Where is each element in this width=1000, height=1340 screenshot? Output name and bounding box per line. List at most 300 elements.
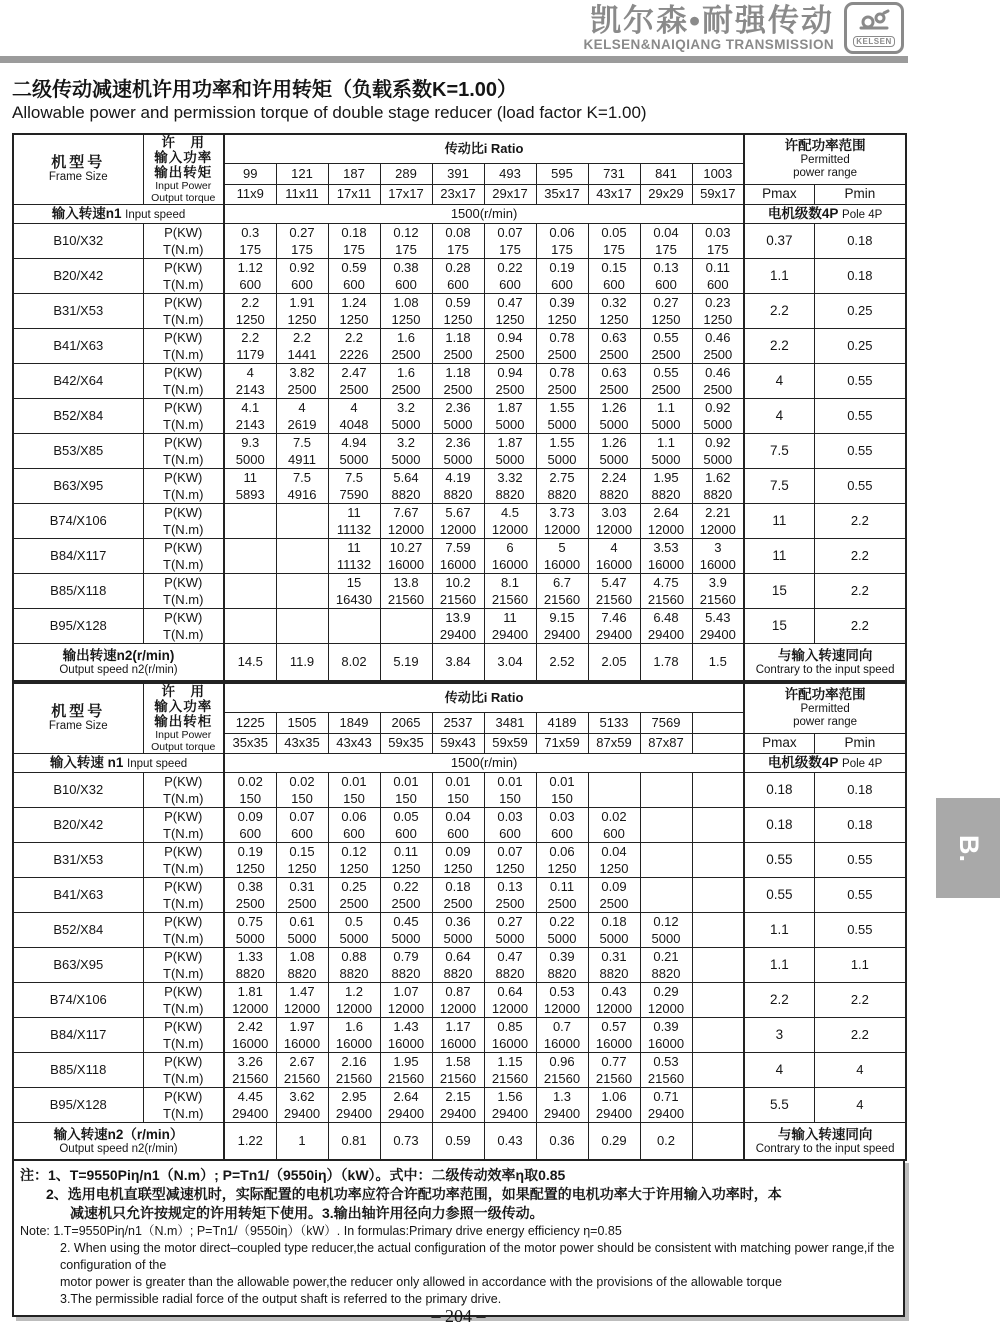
input-speed-label: 输入转速 n1 Input speed — [13, 754, 224, 773]
power-torque-cell: 0.92 600 — [276, 259, 328, 294]
note-line: 3.The permissible radial force of the output shaft is referred to the primary drive. — [60, 1292, 502, 1306]
power-torque-cell: 0.06 175 — [536, 224, 588, 259]
power-torque-cell — [692, 773, 744, 808]
power-torque-cell: 1.1 5000 — [640, 434, 692, 469]
brand-name-cn: 凯尔森•耐强传动 — [590, 2, 834, 38]
power-torque-cell: 0.15 1250 — [276, 843, 328, 878]
ratio-combo: 23x17 — [432, 184, 484, 204]
power-torque-cell: 7.5 4916 — [276, 469, 328, 504]
ratio-value: 731 — [588, 164, 640, 184]
power-torque-cell: 0.04 1250 — [588, 843, 640, 878]
power-torque-cell: 0.46 2500 — [692, 329, 744, 364]
pt-label-cell: P(KW) T(N.m) — [143, 329, 224, 364]
pmax-cell: 0.18 — [744, 773, 814, 808]
pmin-cell: 4 — [814, 1088, 906, 1123]
power-torque-cell: 1.58 21560 — [432, 1053, 484, 1088]
pmax-cell: 0.37 — [744, 224, 814, 259]
power-torque-cell — [328, 609, 380, 644]
power-torque-cell: 0.59 1250 — [432, 294, 484, 329]
power-torque-cell: 6 16000 — [484, 539, 536, 574]
power-torque-cell: 0.28 600 — [432, 259, 484, 294]
ratio-value: 841 — [640, 164, 692, 184]
power-torque-cell: 0.22 5000 — [536, 913, 588, 948]
power-torque-cell — [640, 878, 692, 913]
notes-box — [12, 1159, 905, 1317]
power-torque-cell: 1.81 12000 — [224, 983, 276, 1018]
frame-size-cell: B42/X64 — [13, 364, 143, 399]
power-torque-cell: 1.15 21560 — [484, 1053, 536, 1088]
pt-label-cell: P(KW) T(N.m) — [143, 504, 224, 539]
power-torque-cell: 1.08 8820 — [276, 948, 328, 983]
output-speed-value: 0.36 — [536, 1123, 588, 1161]
power-torque-cell: 0.88 8820 — [328, 948, 380, 983]
power-torque-cell: 1.55 5000 — [536, 399, 588, 434]
pt-label-cell: P(KW) T(N.m) — [143, 609, 224, 644]
pmax-cell: 2.2 — [744, 983, 814, 1018]
power-torque-cell: 2.2 1441 — [276, 329, 328, 364]
pmin-cell: 2.2 — [814, 609, 906, 644]
power-torque-cell: 0.46 2500 — [692, 364, 744, 399]
pt-label-cell: P(KW) T(N.m) — [143, 364, 224, 399]
power-torque-cell: 0.09 1250 — [432, 843, 484, 878]
power-torque-cell: 3.03 12000 — [588, 504, 640, 539]
pmax-cell: 4 — [744, 1053, 814, 1088]
pmax-cell: 4 — [744, 399, 814, 434]
title-block — [12, 78, 905, 124]
pmin-cell: 0.55 — [814, 843, 906, 878]
output-speed-value: 5.19 — [380, 644, 432, 682]
power-torque-cell: 7.46 29400 — [588, 609, 640, 644]
ratio-combo: 59x43 — [432, 733, 484, 753]
power-torque-cell: 0.38 2500 — [224, 878, 276, 913]
power-torque-cell: 1.24 1250 — [328, 294, 380, 329]
power-torque-cell: 2.16 21560 — [328, 1053, 380, 1088]
pt-label-cell: P(KW) T(N.m) — [143, 434, 224, 469]
pmax-header: Pmax — [744, 184, 814, 204]
power-torque-cell: 2.64 12000 — [640, 504, 692, 539]
power-torque-cell: 11 11132 — [328, 504, 380, 539]
input-speed-label: 输入转速n1 Input speed — [13, 205, 224, 224]
pmax-cell: 0.18 — [744, 808, 814, 843]
power-torque-cell: 0.36 5000 — [432, 913, 484, 948]
pmin-cell: 0.25 — [814, 294, 906, 329]
note-line: 减速机只允许按规定的许用转矩下使用。3.输出轴许用径向力参照一级传动。 — [70, 1205, 544, 1221]
page-number: – 204 – — [431, 1306, 486, 1326]
power-torque-cell: 0.57 16000 — [588, 1018, 640, 1053]
ratio-value: 2065 — [380, 713, 432, 733]
power-torque-cell: 1.26 5000 — [588, 399, 640, 434]
ratio-header: 传动比i Ratio — [224, 683, 744, 713]
output-speed-value: 14.5 — [224, 644, 276, 682]
pmax-cell: 3 — [744, 1018, 814, 1053]
power-torque-cell — [588, 773, 640, 808]
power-torque-header: 许 用 输入功率 输出转矩 Input Power Output torque — [143, 134, 224, 205]
power-torque-cell — [276, 539, 328, 574]
pt-label-cell: P(KW) T(N.m) — [143, 843, 224, 878]
power-torque-cell: 0.11 2500 — [536, 878, 588, 913]
power-torque-cell: 0.01 150 — [484, 773, 536, 808]
power-torque-cell: 5.43 29400 — [692, 609, 744, 644]
pmin-cell: 4 — [814, 1053, 906, 1088]
pmax-cell: 7.5 — [744, 434, 814, 469]
power-torque-cell: 0.01 150 — [536, 773, 588, 808]
power-torque-cell: 0.92 5000 — [692, 434, 744, 469]
frame-size-cell: B74/X106 — [13, 504, 143, 539]
power-torque-cell — [224, 574, 276, 609]
power-torque-cell: 4.94 5000 — [328, 434, 380, 469]
pmin-cell: 0.55 — [814, 469, 906, 504]
power-torque-cell — [692, 1053, 744, 1088]
ratio-combo: 35x17 — [536, 184, 588, 204]
pmin-cell: 0.25 — [814, 329, 906, 364]
frame-size-cell: B63/X95 — [13, 469, 143, 504]
power-torque-cell: 0.01 150 — [432, 773, 484, 808]
power-torque-cell — [224, 609, 276, 644]
pt-label-cell: P(KW) T(N.m) — [143, 224, 224, 259]
ratio-value: 3481 — [484, 713, 536, 733]
note-line: Note: 1.T=9550Piη/n1（N.m）; P=Tn1/（9550iη）（kW）. In formulas:Primary drive energy efficiency η=0.85 — [20, 1224, 622, 1238]
power-torque-cell: 9.3 5000 — [224, 434, 276, 469]
output-speed-value: 1.5 — [692, 644, 744, 682]
pmin-cell: 0.18 — [814, 773, 906, 808]
page-header — [0, 2, 908, 54]
power-torque-cell: 0.94 2500 — [484, 329, 536, 364]
ratio-value: 493 — [484, 164, 536, 184]
power-torque-cell: 0.22 600 — [484, 259, 536, 294]
frame-size-cell: B95/X128 — [13, 609, 143, 644]
power-torque-cell: 0.27 5000 — [484, 913, 536, 948]
output-speed-value: 1.22 — [224, 1123, 276, 1161]
ratio-combo: 59x17 — [692, 184, 744, 204]
pmax-cell: 11 — [744, 504, 814, 539]
pmin-cell: 0.55 — [814, 364, 906, 399]
pt-label-cell: P(KW) T(N.m) — [143, 983, 224, 1018]
output-speed-value: 0.59 — [432, 1123, 484, 1161]
power-torque-cell: 0.05 175 — [588, 224, 640, 259]
page-title-cn: 二级传动减速机许用功率和许用转矩（负载系数K=1.00） — [12, 79, 518, 101]
power-torque-cell: 0.39 16000 — [640, 1018, 692, 1053]
power-torque-cell: 4 4048 — [328, 399, 380, 434]
power-torque-cell: 0.21 8820 — [640, 948, 692, 983]
output-speed-value: 1.78 — [640, 644, 692, 682]
frame-size-cell: B53/X85 — [13, 434, 143, 469]
power-torque-cell: 11 11132 — [328, 539, 380, 574]
power-torque-cell: 1.95 21560 — [380, 1053, 432, 1088]
ratio-value: 1849 — [328, 713, 380, 733]
power-torque-cell: 0.63 2500 — [588, 329, 640, 364]
pmin-header: Pmin — [814, 184, 906, 204]
frame-size-cell: B63/X95 — [13, 948, 143, 983]
power-torque-cell: 0.43 12000 — [588, 983, 640, 1018]
ratio-combo: 43x17 — [588, 184, 640, 204]
power-torque-cell: 4 2143 — [224, 364, 276, 399]
power-torque-cell: 0.07 1250 — [484, 843, 536, 878]
ratio-combo: 35x35 — [224, 733, 276, 753]
power-torque-cell: 0.19 1250 — [224, 843, 276, 878]
power-torque-cell: 0.79 8820 — [380, 948, 432, 983]
pmax-cell: 4 — [744, 364, 814, 399]
power-torque-cell: 1.26 5000 — [588, 434, 640, 469]
ratio-value: 289 — [380, 164, 432, 184]
ratio-value: 1003 — [692, 164, 744, 184]
output-speed-label: 输入转速n2（r/min） Output speed n2(r/min) — [13, 1123, 224, 1161]
pmin-cell: 2.2 — [814, 504, 906, 539]
power-torque-cell — [692, 948, 744, 983]
power-torque-cell: 1.18 2500 — [432, 329, 484, 364]
power-torque-cell: 0.55 2500 — [640, 329, 692, 364]
power-torque-cell: 1.95 8820 — [640, 469, 692, 504]
power-torque-cell: 0.04 600 — [432, 808, 484, 843]
output-speed-value: 3.84 — [432, 644, 484, 682]
power-torque-cell: 7.59 16000 — [432, 539, 484, 574]
pmax-cell: 5.5 — [744, 1088, 814, 1123]
power-torque-cell: 3.62 29400 — [276, 1088, 328, 1123]
power-torque-cell: 0.47 1250 — [484, 294, 536, 329]
ratio-value: 5133 — [588, 713, 640, 733]
ratio-combo: 59x59 — [484, 733, 536, 753]
power-torque-cell: 0.11 600 — [692, 259, 744, 294]
power-torque-cell — [692, 878, 744, 913]
ratio-combo: 11x11 — [276, 184, 328, 204]
power-torque-cell: 3 16000 — [692, 539, 744, 574]
power-torque-cell: 1.6 2500 — [380, 329, 432, 364]
pt-label-cell: P(KW) T(N.m) — [143, 294, 224, 329]
power-torque-cell: 2.2 2226 — [328, 329, 380, 364]
power-torque-cell: 0.32 1250 — [588, 294, 640, 329]
output-speed-value: 2.05 — [588, 644, 640, 682]
note-line: 2、选用电机直联型减速机时，实际配置的电机功率应符合许配功率范围，如果配置的电机功率大于许用输入功率时，本 — [46, 1186, 782, 1202]
power-torque-cell: 3.53 16000 — [640, 539, 692, 574]
frame-size-cell: B85/X118 — [13, 574, 143, 609]
ratio-combo: 17x17 — [380, 184, 432, 204]
power-torque-cell — [692, 1018, 744, 1053]
pmax-cell: 2.2 — [744, 294, 814, 329]
frame-size-cell: B20/X42 — [13, 259, 143, 294]
power-torque-cell: 2.2 1179 — [224, 329, 276, 364]
power-torque-cell: 1.87 5000 — [484, 399, 536, 434]
power-torque-cell: 0.04 175 — [640, 224, 692, 259]
power-torque-cell: 1.1 5000 — [640, 399, 692, 434]
power-torque-cell: 1.56 29400 — [484, 1088, 536, 1123]
power-torque-cell: 13.9 29400 — [432, 609, 484, 644]
power-torque-cell: 1.3 29400 — [536, 1088, 588, 1123]
power-torque-cell: 0.64 12000 — [484, 983, 536, 1018]
power-torque-cell: 0.22 2500 — [380, 878, 432, 913]
power-torque-cell — [224, 504, 276, 539]
pmin-cell: 0.55 — [814, 913, 906, 948]
power-torque-cell: 2.95 29400 — [328, 1088, 380, 1123]
logo-text: KELSEN — [853, 36, 894, 47]
power-torque-cell: 0.47 8820 — [484, 948, 536, 983]
pt-label-cell: P(KW) T(N.m) — [143, 913, 224, 948]
pmin-cell: 0.18 — [814, 808, 906, 843]
pmax-cell: 7.5 — [744, 469, 814, 504]
rotation-direction-cell: 与输入转速同向 Contrary to the input speed — [744, 1123, 906, 1161]
power-torque-cell: 0.02 150 — [276, 773, 328, 808]
pmin-cell: 0.55 — [814, 399, 906, 434]
power-torque-cell: 0.29 12000 — [640, 983, 692, 1018]
frame-size-cell: B84/X117 — [13, 1018, 143, 1053]
pmin-cell: 0.55 — [814, 878, 906, 913]
power-torque-cell: 0.25 2500 — [328, 878, 380, 913]
pmin-header: Pmin — [814, 733, 906, 753]
gear-machine-icon — [856, 9, 892, 36]
power-torque-cell: 0.12 175 — [380, 224, 432, 259]
power-torque-cell: 0.38 600 — [380, 259, 432, 294]
power-torque-cell: 0.11 1250 — [380, 843, 432, 878]
power-torque-cell: 0.78 2500 — [536, 364, 588, 399]
power-torque-cell — [692, 1088, 744, 1123]
kelsen-logo — [844, 2, 904, 54]
frame-size-cell: B41/X63 — [13, 329, 143, 364]
power-torque-cell: 6.7 21560 — [536, 574, 588, 609]
power-torque-cell: 3.2 5000 — [380, 434, 432, 469]
power-torque-cell: 0.5 5000 — [328, 913, 380, 948]
pmax-cell: 11 — [744, 539, 814, 574]
power-torque-cell: 0.05 600 — [380, 808, 432, 843]
pt-label-cell: P(KW) T(N.m) — [143, 539, 224, 574]
ratio-value: 121 — [276, 164, 328, 184]
power-torque-cell: 5.47 21560 — [588, 574, 640, 609]
power-torque-cell: 2.36 5000 — [432, 434, 484, 469]
reducer-table-2 — [12, 682, 907, 1161]
ratio-combo: 11x9 — [224, 184, 276, 204]
power-torque-cell: 0.08 175 — [432, 224, 484, 259]
power-torque-cell: 2.21 12000 — [692, 504, 744, 539]
frame-size-cell: B41/X63 — [13, 878, 143, 913]
pmin-cell: 2.2 — [814, 983, 906, 1018]
power-torque-cell: 2.42 16000 — [224, 1018, 276, 1053]
section-tab-b — [936, 798, 1000, 898]
power-torque-cell: 1.06 29400 — [588, 1088, 640, 1123]
power-torque-cell: 0.12 5000 — [640, 913, 692, 948]
power-torque-cell: 0.39 1250 — [536, 294, 588, 329]
power-torque-cell — [692, 843, 744, 878]
rotation-direction-cell: 与输入转速同向 Contrary to the input speed — [744, 644, 906, 682]
power-torque-cell: 1.47 12000 — [276, 983, 328, 1018]
pt-label-cell: P(KW) T(N.m) — [143, 808, 224, 843]
power-torque-cell: 0.02 150 — [224, 773, 276, 808]
power-torque-cell: 0.31 2500 — [276, 878, 328, 913]
power-torque-cell: 5.64 8820 — [380, 469, 432, 504]
power-torque-header: 许 用 输入功率 输出转柜 Input Power Output torque — [143, 683, 224, 754]
motor-pole-label: 电机级数4P Pole 4P — [744, 205, 906, 224]
ratio-value: 595 — [536, 164, 588, 184]
frame-size-cell: B10/X32 — [13, 773, 143, 808]
brand-block — [583, 2, 834, 52]
power-torque-cell — [640, 773, 692, 808]
note-line: 注：1、T=9550Piη/n1（N.m）; P=Tn1/（9550iη）（kW）。式中：二级传动效率η取0.85 — [20, 1167, 566, 1183]
note-line: motor power is greater than the allowable power,the reducer only allowed in accordance with the provisions of the allowable torque — [60, 1275, 782, 1289]
power-torque-cell: 3.82 2500 — [276, 364, 328, 399]
power-torque-cell: 3.9 21560 — [692, 574, 744, 609]
tables-area — [12, 133, 905, 1317]
power-torque-cell: 3.2 5000 — [380, 399, 432, 434]
ratio-combo: 29x17 — [484, 184, 536, 204]
power-torque-cell: 0.92 5000 — [692, 399, 744, 434]
power-torque-cell: 1.08 1250 — [380, 294, 432, 329]
pmin-cell: 0.18 — [814, 259, 906, 294]
power-torque-cell: 13.8 21560 — [380, 574, 432, 609]
power-torque-cell: 0.78 2500 — [536, 329, 588, 364]
permitted-power-header: 许配功率范围 Permitted power range — [744, 683, 906, 733]
power-torque-cell: 0.13 600 — [640, 259, 692, 294]
power-torque-cell: 15 16430 — [328, 574, 380, 609]
frame-size-header: 机型号 Frame Size — [13, 134, 143, 205]
frame-size-header: 机型号 Frame Size — [13, 683, 143, 754]
power-torque-cell: 1.6 2500 — [380, 364, 432, 399]
brand-name-en: KELSEN&NAIQIANG TRANSMISSION — [583, 36, 834, 52]
power-torque-cell: 8.1 21560 — [484, 574, 536, 609]
power-torque-cell: 0.27 175 — [276, 224, 328, 259]
power-torque-cell: 0.59 600 — [328, 259, 380, 294]
power-torque-cell: 7.67 12000 — [380, 504, 432, 539]
power-torque-cell: 1.43 16000 — [380, 1018, 432, 1053]
ratio-combo: 71x59 — [536, 733, 588, 753]
power-torque-cell: 4 2619 — [276, 399, 328, 434]
power-torque-cell: 0.09 600 — [224, 808, 276, 843]
power-torque-cell: 1.87 5000 — [484, 434, 536, 469]
pmin-cell: 0.55 — [814, 434, 906, 469]
ratio-value: 1225 — [224, 713, 276, 733]
power-torque-cell: 0.85 16000 — [484, 1018, 536, 1053]
power-torque-cell: 0.15 600 — [588, 259, 640, 294]
power-torque-cell: 2.67 21560 — [276, 1053, 328, 1088]
power-torque-cell: 0.63 2500 — [588, 364, 640, 399]
power-torque-cell: 5.67 12000 — [432, 504, 484, 539]
power-torque-cell: 0.61 5000 — [276, 913, 328, 948]
power-torque-cell: 1.12 600 — [224, 259, 276, 294]
frame-size-cell: B95/X128 — [13, 1088, 143, 1123]
pt-label-cell: P(KW) T(N.m) — [143, 878, 224, 913]
output-speed-value: 11.9 — [276, 644, 328, 682]
ratio-combo: 29x29 — [640, 184, 692, 204]
power-torque-cell — [380, 609, 432, 644]
frame-size-cell: B20/X42 — [13, 808, 143, 843]
power-torque-cell: 0.31 8820 — [588, 948, 640, 983]
ratio-value: 2537 — [432, 713, 484, 733]
reducer-table-1 — [12, 133, 907, 682]
ratio-combo: 87x87 — [640, 733, 692, 753]
power-torque-cell — [224, 539, 276, 574]
pt-label-cell: P(KW) T(N.m) — [143, 1018, 224, 1053]
ratio-value: 99 — [224, 164, 276, 184]
power-torque-cell: 6.48 29400 — [640, 609, 692, 644]
power-torque-cell: 7.5 4911 — [276, 434, 328, 469]
power-torque-cell: 0.53 21560 — [640, 1053, 692, 1088]
ratio-combo: 17x11 — [328, 184, 380, 204]
frame-size-cell: B52/X84 — [13, 399, 143, 434]
power-torque-cell: 0.71 29400 — [640, 1088, 692, 1123]
power-torque-cell: 0.18 5000 — [588, 913, 640, 948]
permitted-power-header: 许配功率范围 Permitted power range — [744, 134, 906, 184]
note-line: 2. When using the motor direct–coupled type reducer,the actual configuration of the motor power should be consistent with matching power range,if the configuration of the — [60, 1241, 895, 1272]
input-speed-value: 1500(r/min) — [224, 754, 744, 773]
pmin-cell: 2.2 — [814, 574, 906, 609]
power-torque-cell: 0.06 600 — [328, 808, 380, 843]
pt-label-cell: P(KW) T(N.m) — [143, 469, 224, 504]
power-torque-cell: 0.12 1250 — [328, 843, 380, 878]
output-speed-value: 0.29 — [588, 1123, 640, 1161]
power-torque-cell: 0.7 16000 — [536, 1018, 588, 1053]
output-speed-value: 0.43 — [484, 1123, 536, 1161]
frame-size-cell: B74/X106 — [13, 983, 143, 1018]
power-torque-cell: 2.36 5000 — [432, 399, 484, 434]
pmax-cell: 2.2 — [744, 329, 814, 364]
pmax-cell: 1.1 — [744, 948, 814, 983]
power-torque-cell: 2.2 1250 — [224, 294, 276, 329]
power-torque-cell: 0.45 5000 — [380, 913, 432, 948]
